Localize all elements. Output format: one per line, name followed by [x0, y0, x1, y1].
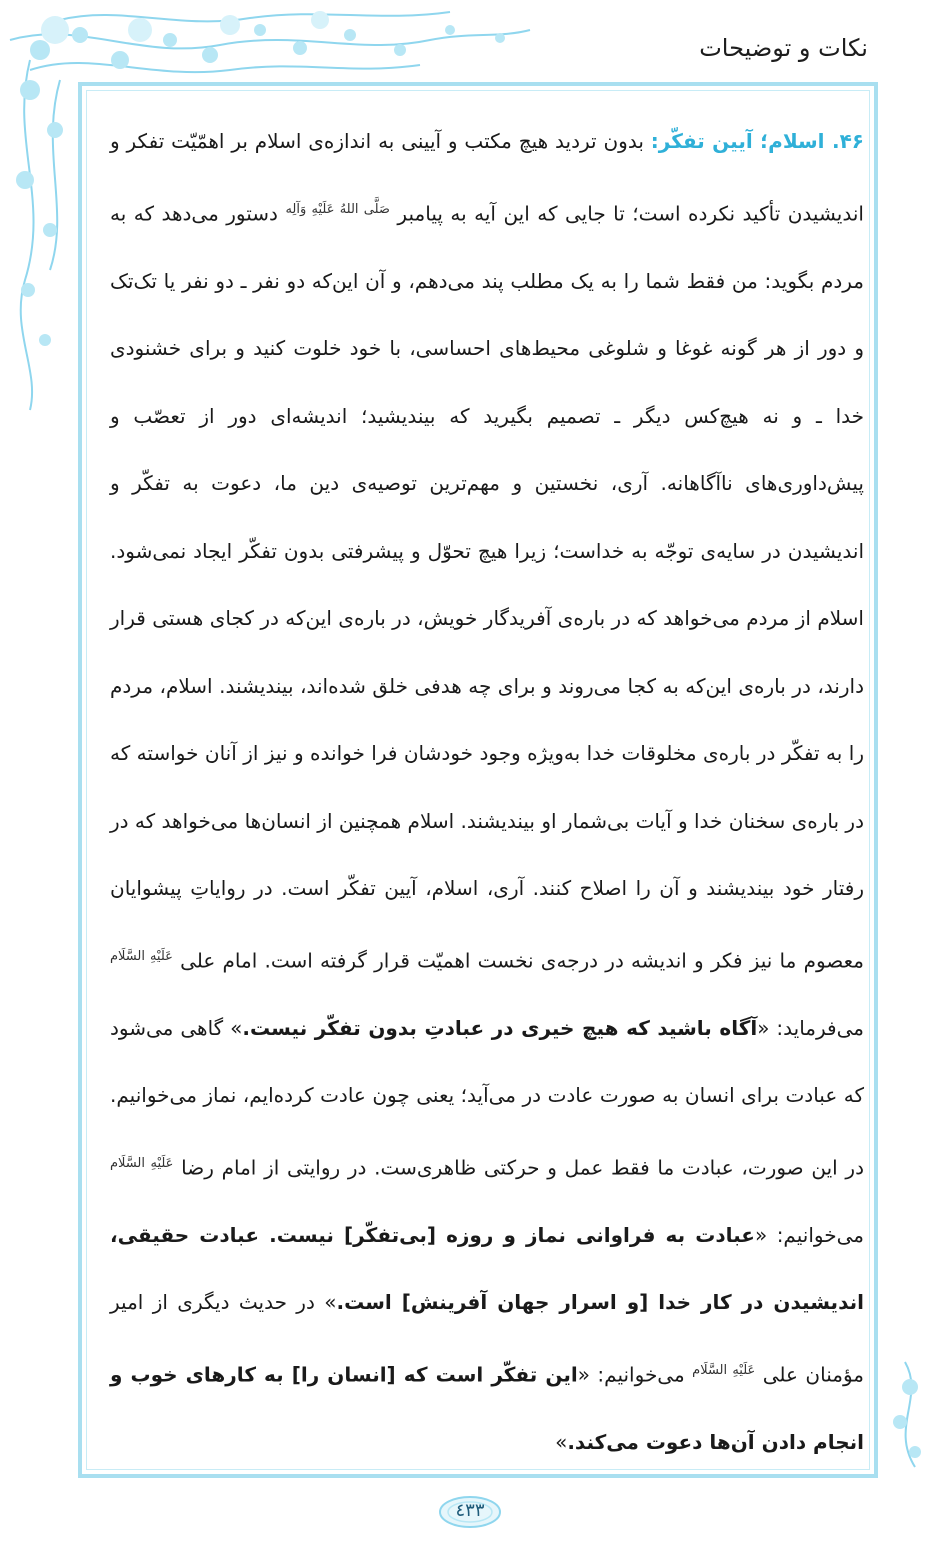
body-paragraph: [110, 108, 864, 1477]
text-run: » گاهی می‌شود که عبادت برای انسان به صورت عادت در می‌آید؛ یعنی چون عادت کرده‌ایم، نماز می‌خوانیم. در این صورت، عبادت ما فقط عمل و حرکتی ظاهری‌ست. در روایتی از امام رضا: [110, 1015, 864, 1180]
honorific-reza: عَلَيْهِ السَّلَام: [110, 1155, 174, 1171]
page-header-title: نکات و توضیحات: [699, 34, 868, 62]
text-run: دستور می‌دهد که به مردم بگوید: من فقط شما را به یک مطلب پند می‌دهم، و آن این‌که دو نفر ـ دو نفر یا تک‌تک و دور از هر گونه غوغا و شلوغی محیط‌های احساسی، با خود خلوت کنید و برای خشنودی خدا ـ و نه هیچ‌کس دیگر ـ تصمیم بگیرید که بیندیشید؛ اندیشه‌ای دور از تعصّب و پیش‌داوری‌های ناآگاهانه. آری، نخستین و مهم‌ترین توصیه‌ی دین ما، دعوت به تفکّر و اندیشیدن در سایه‌ی توجّه به خداست؛ زیرا هیچ تحوّل و پیشرفتی بدون تفکّر ایجاد نمی‌شود. اسلام از مردم می‌خواهد که در باره‌ی آفریدگار خویش، در باره‌ی این‌که در کجای هستی قرار دارند، در باره‌ی این‌که به کجا می‌روند و برای چه هدفی خلق شده‌اند، بیندیشند. اسلام، مردم را به تفکّر در باره‌ی مخلوقات خدا به‌ویژه وجود خودشان فرا خوانده و نیز از آنان خواسته که در باره‌ی سخنان خدا و آیات بی‌شمار او بیندیشند. اسلام همچنین از انسان‌ها می‌خواهد که در رفتار خود بیندیشند و آن را اصلاح کنند. آری، اسلام، آیین تفکّر است. در روایاتِ پیشوایان معصوم ما نیز فکر و اندیشه در درجه‌ی نخست اهمیّت قرار گرفته است. امام علی: [110, 201, 864, 973]
honorific-ali: عَلَيْهِ السَّلَام: [692, 1362, 756, 1378]
honorific-prophet: صَلَّى اللهُ عَلَيْهِ وَآلِه: [285, 201, 390, 217]
text-run: » در حدیث دیگری از امیر مؤمنان علی: [110, 1290, 864, 1387]
hadith-quote: عبادت به فراوانی نماز و روزه [بی‌تفکّر] نیست. عبادت حقیقی، اندیشیدن در کار خدا [و اسرار جهان آفرینش] است.: [110, 1222, 864, 1315]
hadith-quote: این تفکّر است که [انسان را] به کارهای خوب و انجام دادن آن‌ها دعوت می‌کند.: [110, 1362, 864, 1455]
section-heading: ۴۶. اسلام؛ آیین تفکّر:: [650, 129, 865, 153]
page-number: ٤٣٣: [455, 1500, 485, 1521]
honorific-ali: عَلَيْهِ السَّلَام: [110, 948, 173, 964]
text-run: می‌خوانیم: «: [754, 1222, 864, 1247]
text-run: می‌خوانیم: «: [577, 1362, 693, 1387]
floral-ornament-bottom-right: [870, 1357, 940, 1477]
text-run: می‌فرماید: «: [757, 1015, 864, 1040]
text-run: »: [555, 1430, 568, 1455]
text-run: بدون تردید هیچ مکتب و آیینی به اندازه‌ی اسلام بر اهمّیّت تفکر و اندیشیدن تأکید نکرده است؛ تا جایی که این آیه به پیامبر: [110, 129, 864, 226]
hadith-quote: آگاه باشید که هیچ خیری در عبادتِ بدون تفکّر نیست.: [242, 1015, 758, 1040]
